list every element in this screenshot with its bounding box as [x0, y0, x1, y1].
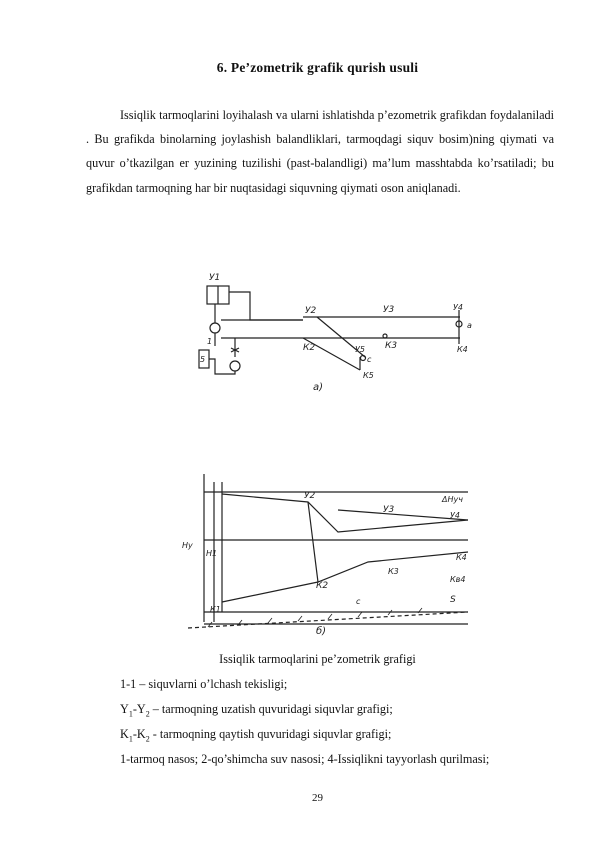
section-heading: 6. Pe’zometrik grafik qurish usuli	[216, 60, 419, 75]
graph-label-kv4: Кв4	[450, 575, 466, 584]
network-schematic-figure	[195, 262, 480, 397]
graph-label-c: с	[356, 597, 361, 606]
graph-label-k3: К3	[388, 567, 399, 576]
label-y3: У3	[383, 305, 395, 315]
legend-item-2-part-c: – tarmoqning uzatish quvuridagi siquvlar grafigi;	[149, 702, 393, 716]
label-y5: У5	[355, 345, 365, 354]
graph-label-y3: У3	[383, 505, 395, 515]
legend-item-3-part-c: - tarmoqning qaytish quvuridagi siquvlar grafigi;	[149, 727, 392, 741]
legend-item-2	[120, 702, 580, 718]
label-k3: К3	[385, 341, 398, 351]
legend-item-3	[120, 727, 580, 743]
legend-item-1: 1-1 – siquvlarni o’lchash tekisligi;	[120, 677, 288, 691]
legend-item-4: 1-tarmoq nasos; 2-qo’shimcha suv nasosi; 4-Issiqlikni tayyorlash qurilmasi;	[120, 752, 490, 766]
label-a: а	[467, 321, 472, 330]
body-paragraph: Issiqlik tarmoqlarini loyihalash va ularni ishlatishda p’ezometrik grafikdan foydalaniladi . Bu grafikda binolarning joylashish balandliklari, tarmoqdagi siquv bosim)ning qiymati va quvur o’tkazilgan er yuzining tuzilishi (past-balandligi) ma’lum masshtabda ko’rsatiladi; bu grafikdan tarmoqning har bir nuqtasidagi siquvning qiymati oson aniqlanadi.	[86, 108, 554, 195]
legend-item-2-part-a: Y	[120, 702, 129, 716]
label-y1: У1	[209, 273, 221, 283]
label-k2: К2	[303, 343, 316, 353]
legend-item-2-sub-2: 2	[145, 709, 150, 719]
label-c: с	[367, 355, 372, 364]
legend-item-3-sub-1: 1	[128, 734, 133, 744]
return-pressure-line	[222, 552, 468, 602]
legend-item-2-part-b: -Y	[132, 702, 146, 716]
subfigure-label-a: а)	[313, 382, 324, 393]
label-y4: У4	[453, 303, 463, 312]
graph-label-s: Ѕ	[450, 595, 456, 605]
graph-label-k4: К4	[456, 553, 467, 562]
supply-pressure-line	[222, 494, 468, 532]
piezometric-graph-svg	[178, 462, 478, 642]
label-n1: 1	[207, 337, 213, 346]
makeup-pump-symbol	[230, 361, 240, 371]
label-y2: У2	[305, 306, 317, 316]
figure-caption: Issiqlik tarmoqlarini pe’zometrik grafigi	[219, 652, 416, 666]
legend-item-3-part-b: -K	[132, 727, 146, 741]
piezometric-graph-figure	[178, 462, 478, 642]
graph-label-y4: У4	[450, 511, 460, 520]
label-k4: К4	[457, 345, 468, 354]
graph-label-k2: К2	[316, 581, 329, 591]
subfigure-label-b: б)	[316, 626, 327, 637]
page-number: 29	[312, 792, 323, 804]
graph-label-y2: У2	[304, 491, 316, 501]
network-pump-symbol	[210, 323, 220, 333]
label-k5: К5	[363, 371, 374, 380]
legend-item-3-sub-2: 2	[145, 734, 150, 744]
label-n5: 5	[200, 355, 206, 364]
network-schematic-svg	[195, 262, 480, 397]
graph-label-h1: Н1	[206, 549, 218, 558]
graph-label-k1: К1	[210, 605, 221, 614]
legend-item-3-part-a: K	[120, 727, 129, 741]
graph-label-delta-h: ΔНуч	[442, 495, 463, 504]
legend-item-2-sub-1: 1	[128, 709, 133, 719]
graph-label-hy: Ну	[182, 541, 193, 550]
